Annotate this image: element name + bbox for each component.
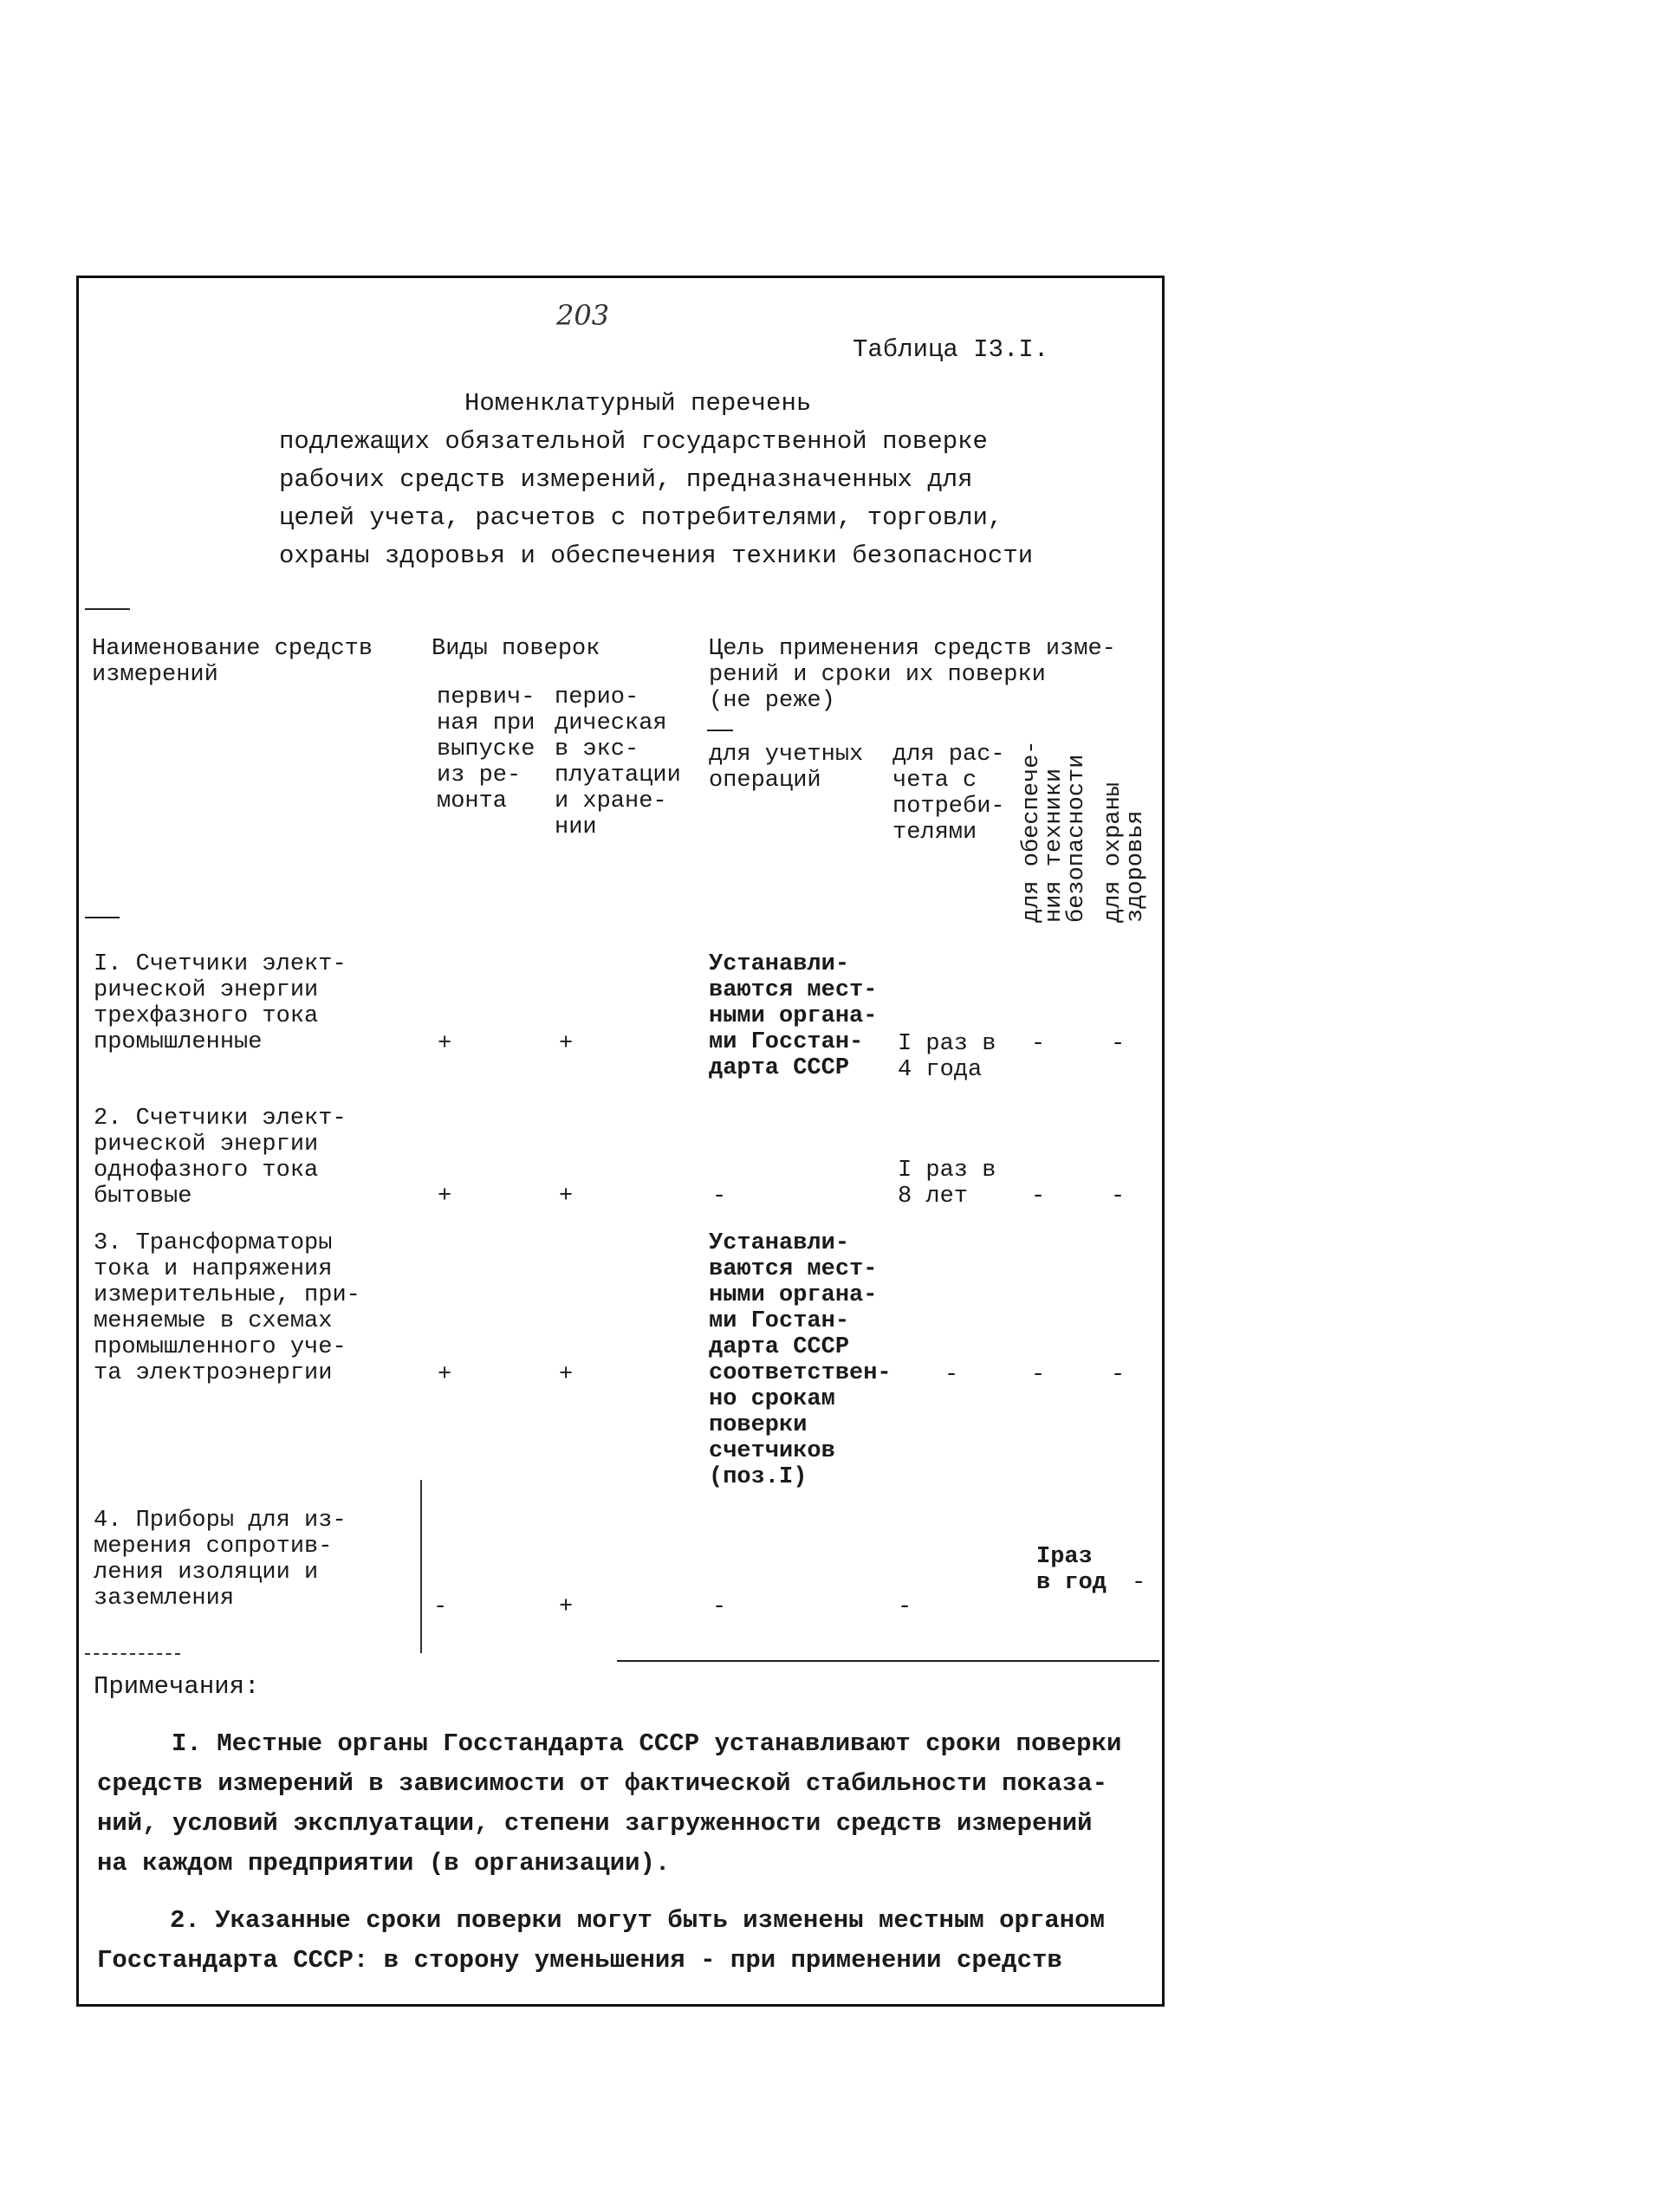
header-periodic: перио- дическая в экс- плуатации и хране- нии: [555, 684, 681, 840]
row-3-accounting: Устанавли- ваются мест- ными органа- ми Гостан- дарта СССР соответствен- но срокам поверки счетчиков (поз.I): [709, 1230, 892, 1490]
row-4-divider: [420, 1480, 422, 1653]
note-2-line-1: 2. Указанные сроки поверки могут быть изменены местным органом: [170, 1906, 1105, 1935]
header-health: для охраны здоровья: [1100, 782, 1149, 923]
title-line-5: охраны здоровья и обеспечения техники безопасности: [279, 542, 1034, 570]
header-accounting: для учетных операций: [709, 742, 864, 794]
row-3-safety: -: [1031, 1362, 1046, 1388]
row-4-health: -: [1132, 1570, 1146, 1596]
row-2-safety: -: [1031, 1184, 1046, 1210]
header-top-rule: [85, 608, 130, 610]
header-settlement: для рас- чета с потреби- телями: [892, 742, 1005, 846]
notes-heading: Примечания:: [94, 1672, 260, 1701]
note-2-line-2: Госстандарта СССР: в сторону уменьшения - при применении средств: [97, 1946, 1062, 1975]
row-1-settlement: I раз в 4 года: [898, 1031, 996, 1083]
row-1-primary: +: [438, 1031, 452, 1057]
row-4-primary: -: [433, 1594, 448, 1620]
row-1-safety: -: [1031, 1031, 1046, 1057]
row-2-name: 2. Счетчики элект- рической энергии однофазного тока бытовые: [94, 1106, 347, 1210]
row-4-accounting: -: [712, 1594, 727, 1620]
header-safety: для обеспече- ния техники безопасности: [1019, 740, 1090, 923]
row-4-safety: Iраз в год: [1036, 1544, 1107, 1596]
purpose-rule: [707, 730, 733, 731]
row-2-primary: +: [438, 1184, 452, 1210]
title-line-2: подлежащих обязательной государственной поверке: [279, 427, 988, 456]
row-3-periodic: +: [559, 1362, 574, 1388]
header-kinds: Виды поверок: [432, 636, 600, 662]
header-bottom-rule: [85, 917, 120, 918]
row-1-name: I. Счетчики элект- рической энергии трехфазного тока промышленные: [94, 951, 347, 1055]
note-1-line-4: на каждом предприятии (в организации).: [97, 1849, 671, 1878]
title-line-4: целей учета, расчетов с потребителями, торговли,: [279, 503, 1003, 532]
row-2-accounting: -: [712, 1184, 727, 1210]
row-2-periodic: +: [559, 1184, 574, 1210]
row-4-name: 4. Приборы для из- мерения сопротив- ления изоляции и заземления: [94, 1508, 347, 1612]
note-1-line-2: средств измерений в зависимости от фактической стабильности показа-: [97, 1769, 1107, 1798]
row-4-settlement: -: [898, 1594, 912, 1620]
row-1-health: -: [1111, 1031, 1126, 1057]
title-line-3: рабочих средств измерений, предназначенных для: [279, 465, 973, 494]
row-2-health: -: [1111, 1184, 1126, 1210]
note-1-line-3: ний, условий эксплуатации, степени загруженности средств измерений: [97, 1809, 1093, 1838]
table-bottom-rule-left: [85, 1653, 180, 1655]
row-4-periodic: +: [559, 1594, 574, 1620]
row-2-settlement: I раз в 8 лет: [898, 1158, 996, 1210]
table-bottom-rule-right: [617, 1660, 1159, 1662]
row-1-accounting: Устанавли- ваются мест- ными органа- ми Госстан- дарта СССР: [709, 951, 878, 1081]
header-name: Наименование средств измерений: [92, 636, 373, 688]
header-purpose: Цель применения средств изме- рений и сроки их поверки (не реже): [709, 636, 1116, 714]
row-3-primary: +: [438, 1362, 452, 1388]
page-number: 203: [556, 299, 610, 332]
row-3-settlement: -: [944, 1362, 959, 1388]
row-3-name: 3. Трансформаторы тока и напряжения измерительные, при- меняемые в схемах промышленного уче- та электроэнергии: [94, 1230, 360, 1386]
row-1-periodic: +: [559, 1031, 574, 1057]
table-label: Таблица I3.I.: [853, 335, 1049, 364]
row-3-health: -: [1111, 1362, 1126, 1388]
note-1-line-1: I. Местные органы Госстандарта СССР устанавливают сроки поверки: [172, 1729, 1122, 1758]
header-primary: первич- ная при выпуске из ре- монта: [437, 684, 535, 814]
title-line-1: Номенклатурный перечень: [464, 389, 812, 418]
